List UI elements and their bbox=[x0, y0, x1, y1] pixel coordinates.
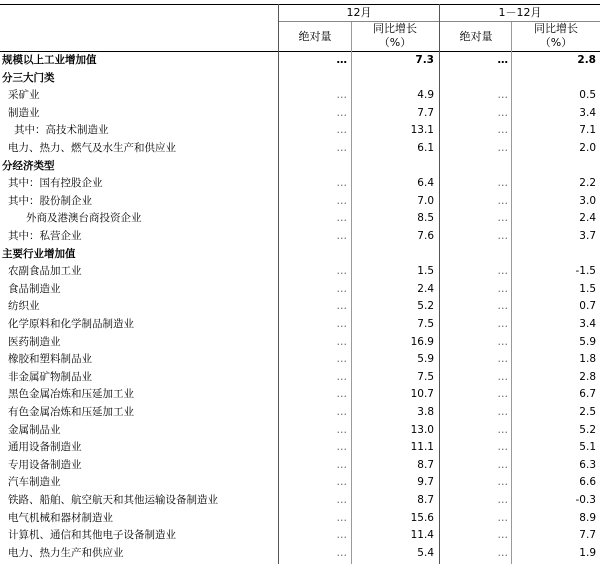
abs-value-dec: … bbox=[336, 177, 347, 190]
abs-value-ytd bbox=[440, 158, 508, 176]
table-row bbox=[0, 210, 600, 228]
table-row bbox=[0, 263, 600, 281]
row-label: 其中：股份制企业 bbox=[8, 194, 92, 207]
yoy-header-2 bbox=[512, 22, 600, 50]
row-label: 农副食品加工业 bbox=[8, 265, 82, 278]
yoy-header-1-line1: 同比增长 bbox=[373, 22, 417, 35]
abs-value-dec: … bbox=[336, 511, 347, 524]
abs-value-ytd: … bbox=[497, 546, 508, 559]
abs-value-ytd: … bbox=[497, 54, 508, 66]
table-row bbox=[0, 175, 600, 193]
row-label: 金属制品业 bbox=[8, 423, 61, 436]
abs-value-ytd: … bbox=[497, 212, 508, 225]
abs-value-dec: … bbox=[336, 335, 347, 348]
yoy-value-ytd: 5.2 bbox=[579, 423, 596, 436]
yoy-value-dec: 7.3 bbox=[415, 54, 434, 66]
table-row bbox=[0, 404, 600, 422]
yoy-value-dec: 10.7 bbox=[410, 388, 434, 401]
table-row bbox=[0, 457, 600, 475]
abs-value-dec: … bbox=[336, 529, 347, 542]
yoy-value-ytd: 3.7 bbox=[579, 230, 596, 242]
row-label: 采矿业 bbox=[8, 89, 40, 102]
yoy-value-dec: 7.6 bbox=[417, 230, 434, 242]
abs-value-ytd: … bbox=[497, 89, 508, 102]
yoy-value-dec: 4.9 bbox=[417, 89, 434, 102]
abs-value-ytd: … bbox=[497, 194, 508, 207]
yoy-value-ytd: 3.0 bbox=[579, 194, 596, 207]
yoy-value-dec: 15.6 bbox=[410, 511, 434, 524]
row-label: 食品制造业 bbox=[8, 282, 61, 295]
abs-value-dec: … bbox=[336, 89, 347, 102]
abs-value-dec: … bbox=[336, 388, 347, 401]
abs-value-ytd: … bbox=[497, 335, 508, 348]
row-label: 医药制造业 bbox=[8, 335, 61, 348]
yoy-value-ytd bbox=[512, 70, 596, 88]
yoy-value-ytd: 1.5 bbox=[579, 282, 596, 295]
yoy-value-ytd: 7.1 bbox=[579, 124, 596, 137]
yoy-value-dec: 7.0 bbox=[417, 194, 434, 207]
yoy-value-dec: 13.0 bbox=[410, 423, 434, 436]
yoy-value-dec: 9.7 bbox=[417, 476, 434, 489]
abs-value-ytd: … bbox=[497, 230, 508, 242]
abs-value-dec: … bbox=[336, 194, 347, 207]
yoy-value-ytd: 7.7 bbox=[579, 529, 596, 542]
abs-value-dec: … bbox=[336, 318, 347, 330]
abs-value-dec: … bbox=[336, 353, 347, 366]
row-label: 主要行业增加值 bbox=[2, 247, 76, 260]
yoy-value-dec: 16.9 bbox=[410, 335, 434, 348]
table-row bbox=[0, 351, 600, 369]
table-row bbox=[0, 228, 600, 246]
abs-value-ytd: … bbox=[497, 494, 508, 506]
row-label: 电力、热力生产和供应业 bbox=[8, 546, 124, 559]
table-row bbox=[0, 316, 600, 334]
abs-value-dec bbox=[279, 246, 347, 264]
yoy-value-dec bbox=[352, 70, 434, 88]
abs-value-dec: … bbox=[336, 230, 347, 242]
table-row bbox=[0, 298, 600, 316]
row-label: 铁路、船舶、航空航天和其他运输设备制造业 bbox=[8, 494, 218, 506]
abs-value-ytd: … bbox=[497, 423, 508, 436]
row-label: 分三大门类 bbox=[2, 71, 55, 84]
abs-value-dec bbox=[279, 70, 347, 88]
row-label: 制造业 bbox=[8, 106, 40, 119]
table-row bbox=[0, 545, 600, 563]
table-row bbox=[0, 193, 600, 211]
abs-value-ytd: … bbox=[497, 124, 508, 137]
abs-value-ytd: … bbox=[497, 458, 508, 471]
abs-value-ytd: … bbox=[497, 511, 508, 524]
abs-value-dec: … bbox=[336, 106, 347, 119]
row-label: 化学原料和化学制品制造业 bbox=[8, 318, 134, 330]
yoy-value-dec: 5.2 bbox=[417, 300, 434, 313]
yoy-value-ytd: 3.4 bbox=[579, 106, 596, 119]
yoy-value-ytd: -1.5 bbox=[575, 265, 596, 278]
yoy-value-ytd: 5.1 bbox=[579, 441, 596, 454]
row-label: 电气机械和器材制造业 bbox=[8, 511, 113, 524]
yoy-value-ytd bbox=[512, 246, 596, 264]
table-row bbox=[0, 422, 600, 440]
row-label: 计算机、通信和其他电子设备制造业 bbox=[8, 529, 176, 542]
yoy-value-ytd: 0.7 bbox=[579, 300, 596, 313]
abs-value-ytd: … bbox=[497, 370, 508, 383]
abs-value-dec: … bbox=[336, 265, 347, 278]
table-row bbox=[0, 439, 600, 457]
row-label: 通用设备制造业 bbox=[8, 441, 82, 454]
row-label: 纺织业 bbox=[8, 300, 40, 313]
yoy-header-2-line1: 同比增长 bbox=[534, 22, 578, 35]
row-label: 有色金属冶炼和压延加工业 bbox=[8, 406, 134, 418]
abs-header-2: 绝对量 bbox=[459, 30, 493, 43]
row-label: 电力、热力、燃气及水生产和供应业 bbox=[8, 142, 176, 154]
yoy-value-dec: 7.5 bbox=[417, 318, 434, 330]
abs-value-ytd: … bbox=[497, 106, 508, 119]
row-label: 外商及港澳台商投资企业 bbox=[26, 212, 142, 225]
table-row bbox=[0, 281, 600, 299]
yoy-value-dec: 11.1 bbox=[410, 441, 434, 454]
yoy-value-dec: 6.4 bbox=[417, 177, 434, 190]
yoy-value-ytd: 5.9 bbox=[579, 335, 596, 348]
yoy-header-2-line2: （%） bbox=[539, 36, 573, 49]
yoy-value-dec bbox=[352, 246, 434, 264]
abs-value-ytd bbox=[440, 70, 508, 88]
table-row bbox=[0, 158, 600, 176]
yoy-value-dec: 2.4 bbox=[417, 282, 434, 295]
yoy-value-ytd: 2.0 bbox=[579, 142, 596, 154]
abs-value-dec: … bbox=[336, 300, 347, 313]
yoy-value-ytd: 1.9 bbox=[579, 546, 596, 559]
period-header-december: 12月 bbox=[346, 6, 372, 19]
table-row bbox=[0, 105, 600, 123]
abs-value-dec: … bbox=[336, 370, 347, 383]
row-label: 非金属矿物制品业 bbox=[8, 370, 92, 383]
table-row bbox=[0, 87, 600, 105]
abs-value-dec: … bbox=[336, 423, 347, 436]
abs-value-dec: … bbox=[336, 494, 347, 506]
table-row bbox=[0, 246, 600, 264]
table-row bbox=[0, 70, 600, 88]
abs-value-dec: … bbox=[336, 406, 347, 418]
yoy-value-dec: 7.5 bbox=[417, 370, 434, 383]
abs-value-ytd: … bbox=[497, 177, 508, 190]
yoy-value-ytd: 6.7 bbox=[579, 388, 596, 401]
yoy-value-dec: 3.8 bbox=[417, 406, 434, 418]
table-row bbox=[0, 510, 600, 528]
yoy-value-ytd: 2.5 bbox=[579, 406, 596, 418]
abs-value-ytd: … bbox=[497, 476, 508, 489]
row-label: 其中：国有控股企业 bbox=[8, 177, 103, 190]
abs-value-ytd bbox=[440, 246, 508, 264]
row-label: 分经济类型 bbox=[2, 159, 55, 172]
yoy-value-dec: 8.7 bbox=[417, 458, 434, 471]
table-row bbox=[0, 527, 600, 545]
abs-value-dec: … bbox=[336, 212, 347, 225]
abs-value-ytd: … bbox=[497, 142, 508, 154]
yoy-header-1-line2: （%） bbox=[378, 36, 412, 49]
yoy-value-ytd: 2.8 bbox=[579, 370, 596, 383]
table-row bbox=[0, 386, 600, 404]
abs-value-dec bbox=[279, 158, 347, 176]
yoy-value-dec: 8.7 bbox=[417, 494, 434, 506]
row-label: 其中：高技术制造业 bbox=[14, 124, 109, 137]
yoy-value-ytd: -0.3 bbox=[575, 494, 596, 506]
abs-value-ytd: … bbox=[497, 265, 508, 278]
period-header-jan-dec: 1－12月 bbox=[498, 6, 542, 19]
table-row bbox=[0, 492, 600, 510]
table-row bbox=[0, 474, 600, 492]
table-row bbox=[0, 52, 600, 70]
abs-value-ytd: … bbox=[497, 318, 508, 330]
row-label: 专用设备制造业 bbox=[8, 458, 82, 471]
abs-value-dec: … bbox=[336, 441, 347, 454]
abs-value-ytd: … bbox=[497, 353, 508, 366]
row-label: 汽车制造业 bbox=[8, 476, 61, 489]
yoy-value-dec: 6.1 bbox=[417, 142, 434, 154]
abs-value-dec: … bbox=[336, 282, 347, 295]
abs-value-ytd: … bbox=[497, 388, 508, 401]
abs-value-dec: … bbox=[336, 54, 347, 66]
yoy-value-dec: 13.1 bbox=[410, 124, 434, 137]
abs-value-ytd: … bbox=[497, 282, 508, 295]
yoy-value-ytd: 8.9 bbox=[579, 511, 596, 524]
yoy-value-dec: 7.7 bbox=[417, 106, 434, 119]
table-row bbox=[0, 140, 600, 158]
yoy-value-ytd: 3.4 bbox=[579, 318, 596, 330]
row-label: 规模以上工业增加值 bbox=[2, 54, 97, 66]
yoy-value-ytd: 1.8 bbox=[579, 353, 596, 366]
yoy-value-ytd bbox=[512, 158, 596, 176]
yoy-value-dec: 5.9 bbox=[417, 353, 434, 366]
abs-value-ytd: … bbox=[497, 529, 508, 542]
abs-value-dec: … bbox=[336, 546, 347, 559]
yoy-value-ytd: 6.6 bbox=[579, 476, 596, 489]
yoy-value-dec: 1.5 bbox=[417, 265, 434, 278]
abs-value-dec: … bbox=[336, 124, 347, 137]
table-row bbox=[0, 369, 600, 387]
table-top-rule bbox=[0, 4, 600, 5]
table-row bbox=[0, 122, 600, 140]
abs-value-dec: … bbox=[336, 458, 347, 471]
row-label: 橡胶和塑料制品业 bbox=[8, 353, 92, 366]
yoy-value-ytd: 0.5 bbox=[579, 89, 596, 102]
yoy-value-dec: 11.4 bbox=[410, 529, 434, 542]
abs-value-ytd: … bbox=[497, 406, 508, 418]
abs-value-dec: … bbox=[336, 142, 347, 154]
abs-value-ytd: … bbox=[497, 300, 508, 313]
abs-value-dec: … bbox=[336, 476, 347, 489]
yoy-value-dec bbox=[352, 158, 434, 176]
yoy-value-ytd: 2.2 bbox=[579, 177, 596, 190]
yoy-header-1 bbox=[352, 22, 438, 50]
yoy-value-ytd: 2.4 bbox=[579, 212, 596, 225]
abs-header-1: 绝对量 bbox=[298, 30, 332, 43]
yoy-value-dec: 8.5 bbox=[417, 212, 434, 225]
row-label: 其中：私营企业 bbox=[8, 230, 82, 242]
table-row bbox=[0, 334, 600, 352]
yoy-value-ytd: 6.3 bbox=[579, 458, 596, 471]
yoy-value-ytd: 2.8 bbox=[577, 54, 596, 66]
row-label: 黑色金属冶炼和压延加工业 bbox=[8, 388, 134, 401]
abs-value-ytd: … bbox=[497, 441, 508, 454]
yoy-value-dec: 5.4 bbox=[417, 546, 434, 559]
